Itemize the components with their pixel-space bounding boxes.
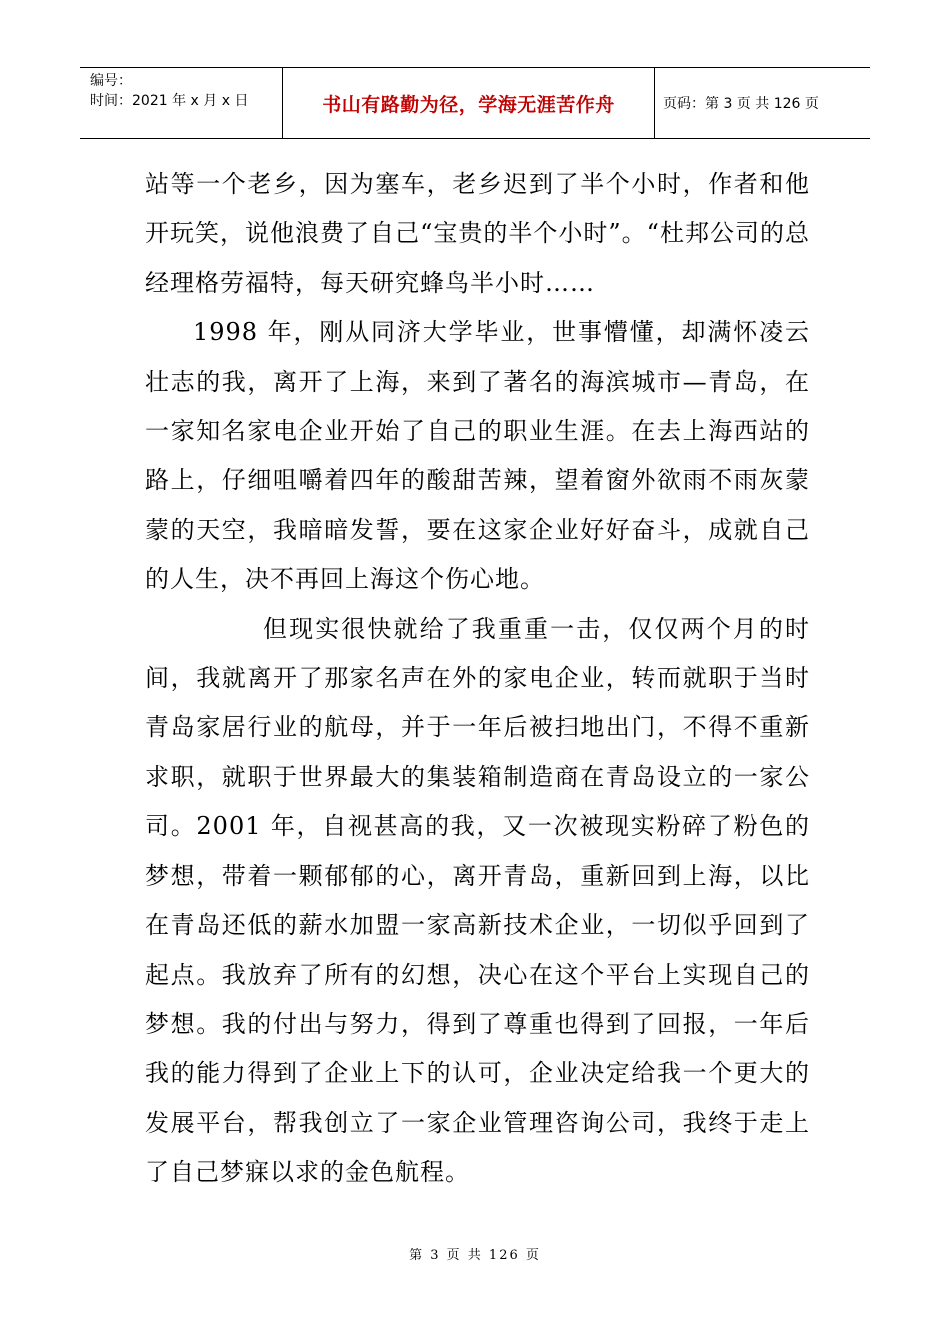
body-paragraph: 站等一个老乡，因为塞车，老乡迟到了半个小时，作者和他开玩笑，说他浪费了自己“宝贵的半个小时”。“杜邦公司的总经理格劳福特，每天研究蜂鸟半小时…… [145,170,810,297]
body-paragraph: 1998 年，刚从同济大学毕业，世事懵懂，却满怀凌云壮志的我，离开了上海，来到了著名的海滨城市—青岛，在一家知名家电企业开始了自己的职业生涯。在去上海西站的路上，仔细咀嚼着四年的酸甜苦辣，望着窗外欲雨不雨灰蒙蒙的天空，我暗暗发誓，要在这家企业好好奋斗，成就自己的人生，决不再回上海这个伤心地。 [145,318,810,594]
page-footer: 第 3 页 共 126 页 [409,1248,541,1263]
page-header [80,67,870,139]
document-time-label: 时间：2021 年 x 月 x 日 [90,93,249,109]
body-paragraph: 但现实很快就给了我重重一击，仅仅两个月的时间，我就离开了那家名声在外的家电企业，转而就职于当时青岛家居行业的航母，并于一年后被扫地出门，不得不重新求职，就职于世界最大的集装箱制造商在青岛设立的一家公司。2001 年，自视甚高的我，又一次被现实粉碎了粉色的梦想，带着一颗郁郁的心，离开青岛，重新回到上海，以比在青岛还低的薪水加盟一家高新技术企业，一切似乎回到了起点。我放弃了所有的幻想，决心在这个平台上实现自己的梦想。我的付出与努力，得到了尊重也得到了回报，一年后我的能力得到了企业上下的认可，企业决定给我一个更大的发展平台，帮我创立了一家企业管理咨询公司，我终于走上了自己梦寐以求的金色航程。 [145,614,810,1187]
header-motto: 书山有路勤为径，学海无涯苦作舟 [322,93,615,116]
header-motto-cell [283,68,655,138]
document-number-label: 编号： [90,73,132,89]
document-body [145,160,810,1198]
header-page-cell [655,68,870,138]
header-meta [80,68,283,138]
header-page-info: 页码：第 3 页 共 126 页 [663,96,819,112]
